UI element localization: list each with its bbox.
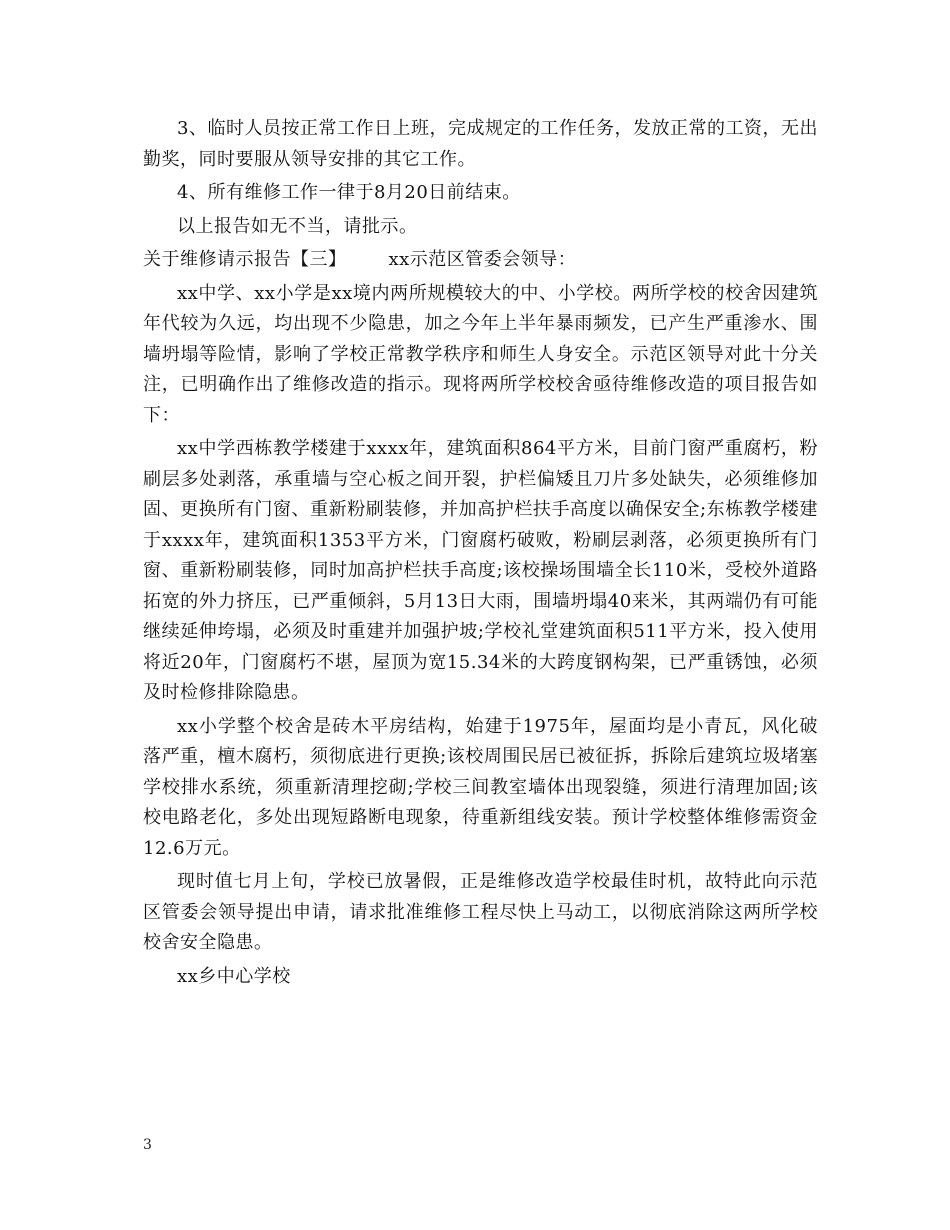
paragraph-item-3: 3、临时人员按正常工作日上班，完成规定的工作任务，发放正常的工资，无出勤奖，同时要服从领导安排的其它工作。 xyxy=(143,118,818,170)
page-number: 3 xyxy=(143,1137,152,1153)
section-heading-line xyxy=(143,245,818,276)
paragraph-intro: xx中学、xx小学是xx境内两所规模较大的中、小学校。两所学校的校舍因建筑年代较为久远，均出现不少隐患，加之今年上半年暴雨频发，已产生严重渗水、围墙坍塌等险情，影响了学校正常教学秩序和师生人身安全。示范区领导对此十分关注，已明确作出了维修改造的指示。现将两所学校校舍亟待维修改造的项目报告如下： xyxy=(143,282,818,426)
paragraph-request: 现时值七月上旬，学校已放暑假，正是维修改造学校最佳时机，故特此向示范区管委会领导提出申请，请求批准维修工程尽快上马动工，以彻底消除这两所学校校舍安全隐患。 xyxy=(143,871,818,953)
paragraph-item-4: 4、所有维修工作一律于8月20日前结束。 xyxy=(177,182,521,203)
document-body xyxy=(143,114,818,995)
signature-org: xx乡中心学校 xyxy=(177,965,291,987)
closing-request: 以上报告如无不当，请批示。 xyxy=(177,215,418,237)
paragraph-primary-school: xx小学整个校舍是砖木平房结构，始建于1975年，屋面均是小青瓦，风化破落严重，檀木腐朽，须彻底进行更换;该校周围民居已被征拆，拆除后建筑垃圾堵塞学校排水系统，须重新清理挖砌;学校三间教室墙体出现裂缝，须进行清理加固;该校电路老化，多处出现短路断电现象，待重新组线安装。预计学校整体维修需资金12.6万元。 xyxy=(143,715,818,859)
section-title: 关于维修请示报告【三】 xyxy=(143,249,347,270)
salutation: xx示范区管委会领导： xyxy=(388,249,577,270)
paragraph-middle-school: xx中学西栋教学楼建于xxxx年，建筑面积864平方米，目前门窗严重腐朽，粉刷层多处剥落，承重墙与空心板之间开裂，护栏偏矮且刀片多处缺失，必须维修加固、更换所有门窗、重新粉刷装修，并加高护栏扶手高度以确保安全;东栋教学楼建于xxxx年，建筑面积1353平方米，门窗腐朽破败，粉刷层剥落，必须更换所有门窗、重新粉刷装修，同时加高护栏扶手高度;该校操场围墙全长110米，受校外道路拓宽的外力挤压，已严重倾斜，5月13日大雨，围墙坍塌40来米，其两端仍有可能继续延伸垮塌，必须及时重建并加强护坡;学校礼堂建筑面积511平方米，投入使用将近20年，门窗腐朽不堪，屋顶为宽15.34米的大跨度钢构架，已严重锈蚀，必须及时检修排除隐患。 xyxy=(143,438,818,703)
